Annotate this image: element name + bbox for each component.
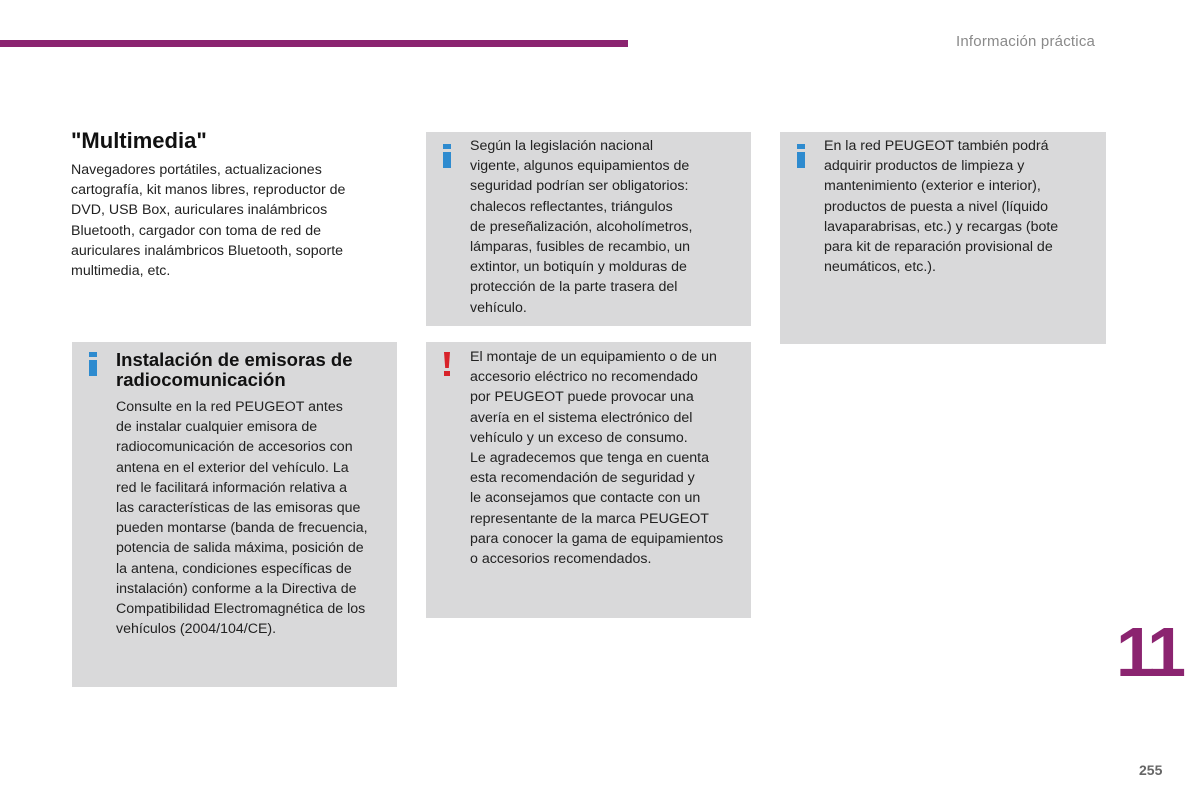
info-box-network	[780, 132, 1106, 344]
info-box-radio-text: Consulte en la red PEUGEOT antes de instalar cualquier emisora de radiocomunicación de accesorios con antena en el exterior del vehículo. La red le facilitará información relativa a las características de las emisoras que pueden montarse (banda de frecuencia, potencia de salida máxima, posición de la antena, condiciones específicas de instalación) conforme a la Directiva de Compatibilidad Electromagnética de los vehículos (2004/104/CE).	[116, 399, 368, 638]
info-icon	[88, 352, 98, 376]
warning-icon	[442, 352, 452, 376]
section-title: Información práctica	[956, 33, 1096, 50]
info-icon	[796, 144, 806, 168]
chapter-number: 11	[1116, 613, 1182, 691]
warning-box-text: El montaje de un equipamiento o de un accesorio eléctrico no recomendado por PEUGEOT puede provocar una avería en el sistema electrónico del vehículo y un exceso de consumo. Le agradecemos que tenga en cuenta esta recomendación de seguridad y le aconsejamos que contacte con un representante de la marca PEUGEOT para conocer la gama de equipamientos o accesorios recomendados.	[470, 349, 724, 568]
multimedia-intro: Navegadores portátiles, actualizaciones cartografía, kit manos libres, reproductor de DVD, USB Box, auriculares inalámbricos Bluetooth, cargador con toma de red de auriculares inalámbricos Bluetooth, soporte multimedia, etc.	[71, 162, 346, 280]
header-accent-bar	[0, 40, 628, 47]
info-box-radio	[72, 342, 397, 687]
info-box-legislation-text: Según la legislación nacional vigente, algunos equipamientos de seguridad podrían ser obligatorios: chalecos reflectantes, triángulos de preseñalización, alcoholímetros, lámparas, fusibles de recambio, un extintor, un botiquín y molduras de protección de la parte trasera del vehículo.	[470, 138, 693, 316]
radio-section-heading: Instalación de emisoras de radiocomunicación	[116, 349, 353, 390]
info-box-legislation	[426, 132, 751, 326]
page-title: "Multimedia"	[71, 128, 207, 153]
info-icon	[442, 144, 452, 168]
page-number: 255	[1139, 762, 1163, 778]
info-box-network-text: En la red PEUGEOT también podrá adquirir productos de limpieza y mantenimiento (exterior e interior), productos de puesta a nivel (líquido lavaparabrisas, etc.) y recargas (bote para kit de reparación provisional de neumáticos, etc.).	[824, 138, 1059, 276]
warning-box-electrical	[426, 342, 751, 618]
